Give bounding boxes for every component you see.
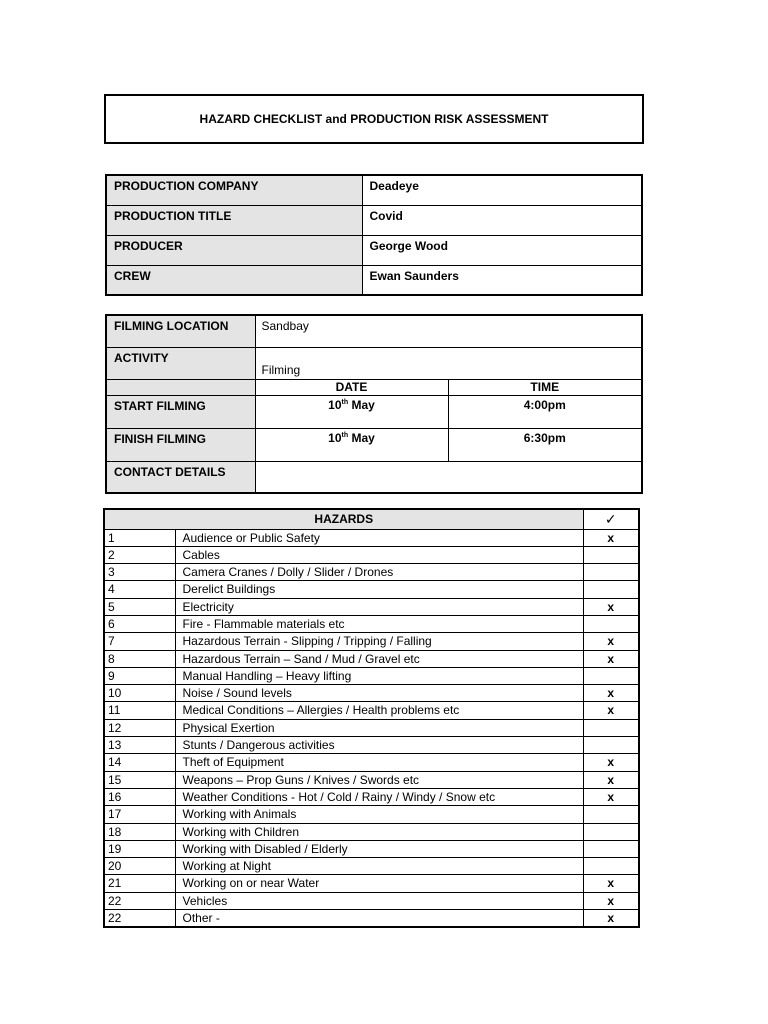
hazard-number: 21 [104, 875, 175, 892]
hazard-check: x [583, 754, 639, 771]
hazard-number: 12 [104, 719, 175, 736]
hazard-number: 9 [104, 667, 175, 684]
hazard-description: Camera Cranes / Dolly / Slider / Drones [175, 564, 583, 581]
hazard-description: Electricity [175, 598, 583, 615]
hazards-table [103, 508, 640, 928]
hazard-check: x [583, 650, 639, 667]
finish-time: 6:30pm [448, 428, 642, 461]
hazard-description: Vehicles [175, 892, 583, 909]
production-company-value: Deadeye [362, 175, 642, 205]
hazard-check [583, 564, 639, 581]
hazard-number: 5 [104, 598, 175, 615]
hazard-description: Medical Conditions – Allergies / Health problems etc [175, 702, 583, 719]
production-info-table [105, 174, 643, 296]
hazard-check: x [583, 875, 639, 892]
hazard-description: Hazardous Terrain - Slipping / Tripping / Falling [175, 633, 583, 650]
hazard-check: x [583, 910, 639, 928]
hazard-description: Working with Children [175, 823, 583, 840]
hazard-number: 10 [104, 685, 175, 702]
hazard-check [583, 581, 639, 598]
location-row [106, 315, 642, 347]
hazard-check: x [583, 892, 639, 909]
hazard-check: x [583, 633, 639, 650]
hazard-description: Derelict Buildings [175, 581, 583, 598]
hazard-description: Manual Handling – Heavy lifting [175, 667, 583, 684]
hazard-row [104, 702, 639, 719]
hazard-description: Other - [175, 910, 583, 928]
start-time: 4:00pm [448, 395, 642, 428]
contact-details-label: CONTACT DETAILS [106, 461, 255, 493]
hazard-description: Hazardous Terrain – Sand / Mud / Gravel etc [175, 650, 583, 667]
start-filming-label: START FILMING [106, 395, 255, 428]
contact-row [106, 461, 642, 493]
hazard-number: 19 [104, 840, 175, 857]
hazard-number: 20 [104, 858, 175, 875]
hazard-description: Noise / Sound levels [175, 685, 583, 702]
finish-date-suffix: th [341, 431, 349, 439]
date-header: DATE [255, 379, 448, 395]
hazard-row [104, 754, 639, 771]
start-filming-row [106, 395, 642, 428]
filming-location-value: Sandbay [255, 315, 642, 347]
filming-table [105, 314, 643, 494]
hazard-check [583, 858, 639, 875]
producer-label: PRODUCER [106, 235, 362, 265]
hazard-number: 3 [104, 564, 175, 581]
hazard-number: 17 [104, 806, 175, 823]
production-title-value: Covid [362, 205, 642, 235]
hazard-row [104, 788, 639, 805]
hazard-number: 7 [104, 633, 175, 650]
hazard-row [104, 806, 639, 823]
hazard-description: Cables [175, 546, 583, 563]
hazard-row [104, 633, 639, 650]
info-row-title [106, 205, 642, 235]
hazard-number: 13 [104, 737, 175, 754]
start-date-suffix: th [341, 398, 349, 406]
hazard-check [583, 737, 639, 754]
hazard-description: Fire - Flammable materials etc [175, 615, 583, 632]
hazard-check [583, 840, 639, 857]
hazard-description: Working at Night [175, 858, 583, 875]
hazard-description: Working with Animals [175, 806, 583, 823]
hazard-row [104, 823, 639, 840]
hazard-description: Working on or near Water [175, 875, 583, 892]
hazard-number: 15 [104, 771, 175, 788]
date-time-header-row [106, 379, 642, 395]
hazard-number: 4 [104, 581, 175, 598]
hazard-number: 11 [104, 702, 175, 719]
hazard-row [104, 529, 639, 546]
production-company-label: PRODUCTION COMPANY [106, 175, 362, 205]
filming-location-label: FILMING LOCATION [106, 315, 255, 347]
hazard-check [583, 719, 639, 736]
crew-label: CREW [106, 265, 362, 295]
activity-row [106, 347, 642, 379]
hazards-header: HAZARDS [104, 509, 583, 529]
finish-filming-label: FINISH FILMING [106, 428, 255, 461]
hazard-row [104, 719, 639, 736]
info-row-producer [106, 235, 642, 265]
hazard-check: x [583, 702, 639, 719]
finish-filming-row [106, 428, 642, 461]
hazard-description: Theft of Equipment [175, 754, 583, 771]
hazard-check: x [583, 598, 639, 615]
hazard-description: Stunts / Dangerous activities [175, 737, 583, 754]
hazard-number: 8 [104, 650, 175, 667]
hazard-description: Weather Conditions - Hot / Cold / Rainy / Windy / Snow etc [175, 788, 583, 805]
hazard-row [104, 598, 639, 615]
hazard-row [104, 685, 639, 702]
hazard-description: Physical Exertion [175, 719, 583, 736]
hazard-number: 22 [104, 910, 175, 928]
hazard-row [104, 581, 639, 598]
hazard-row [104, 892, 639, 909]
activity-value: Filming [255, 347, 642, 379]
hazard-check: x [583, 529, 639, 546]
hazard-number: 1 [104, 529, 175, 546]
hazard-row [104, 564, 639, 581]
hazard-check [583, 823, 639, 840]
hazard-check [583, 806, 639, 823]
crew-value: Ewan Saunders [362, 265, 642, 295]
hazard-check: x [583, 771, 639, 788]
hazard-check [583, 546, 639, 563]
finish-date [255, 428, 448, 461]
checkmark-header-icon: ✓ [583, 509, 639, 529]
start-date-day: 10 [328, 397, 342, 412]
activity-label: ACTIVITY [106, 347, 255, 379]
hazard-number: 14 [104, 754, 175, 771]
hazard-check [583, 615, 639, 632]
finish-date-day: 10 [328, 430, 342, 445]
start-date-month: May [348, 397, 375, 412]
start-date [255, 395, 448, 428]
hazard-row [104, 875, 639, 892]
hazard-row [104, 650, 639, 667]
hazards-header-row [104, 509, 639, 529]
hazard-row [104, 840, 639, 857]
hazard-row [104, 546, 639, 563]
hazard-number: 18 [104, 823, 175, 840]
contact-details-value [255, 461, 642, 493]
hazard-row [104, 771, 639, 788]
hazard-row [104, 910, 639, 928]
hazard-row [104, 858, 639, 875]
document-title: HAZARD CHECKLIST and PRODUCTION RISK ASSESSMENT [104, 94, 644, 144]
production-title-label: PRODUCTION TITLE [106, 205, 362, 235]
hazard-number: 2 [104, 546, 175, 563]
hazard-row [104, 667, 639, 684]
info-row-crew [106, 265, 642, 295]
hazard-number: 22 [104, 892, 175, 909]
producer-value: George Wood [362, 235, 642, 265]
finish-date-month: May [348, 430, 375, 445]
hazard-number: 6 [104, 615, 175, 632]
hazard-description: Audience or Public Safety [175, 529, 583, 546]
blank-header-cell [106, 379, 255, 395]
hazard-row [104, 615, 639, 632]
time-header: TIME [448, 379, 642, 395]
hazard-number: 16 [104, 788, 175, 805]
info-row-company [106, 175, 642, 205]
hazard-description: Weapons – Prop Guns / Knives / Swords etc [175, 771, 583, 788]
hazard-check: x [583, 685, 639, 702]
hazard-row [104, 737, 639, 754]
hazard-check [583, 667, 639, 684]
hazard-description: Working with Disabled / Elderly [175, 840, 583, 857]
hazard-check: x [583, 788, 639, 805]
